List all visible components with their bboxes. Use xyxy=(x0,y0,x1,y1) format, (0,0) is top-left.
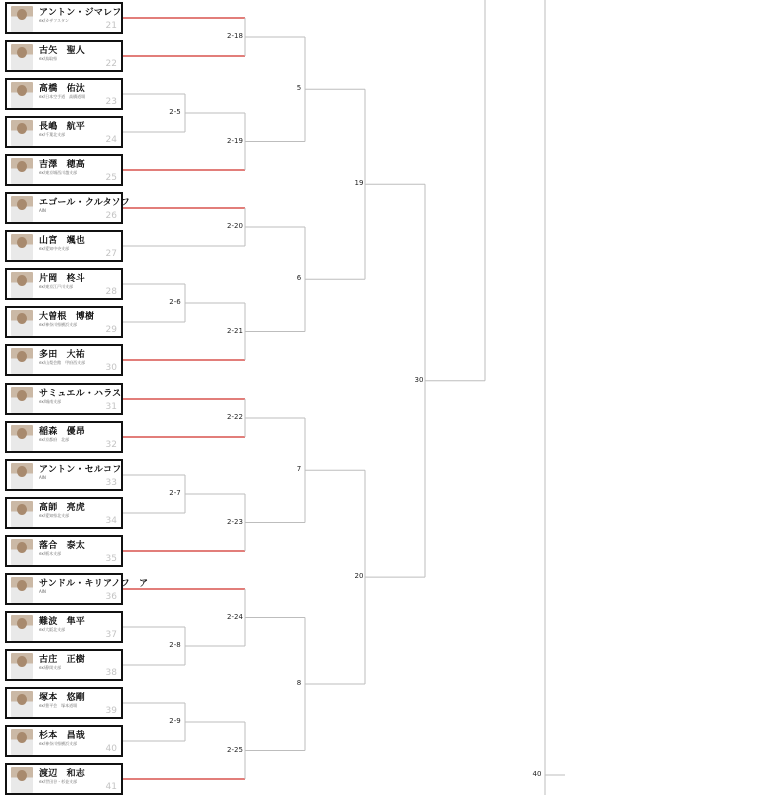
competitor-affiliation: ex/大阪北支部 xyxy=(39,627,66,632)
competitor-name: 塚本 悠剛 xyxy=(39,693,86,703)
competitor-entry[interactable] xyxy=(5,421,123,453)
competitor-seed: 27 xyxy=(105,249,117,259)
match-number: 2-18 xyxy=(227,32,243,40)
competitor-entry[interactable] xyxy=(5,459,123,491)
competitor-photo xyxy=(11,653,33,679)
competitor-photo xyxy=(11,501,33,527)
match-number: 2-20 xyxy=(227,222,243,230)
competitor-entry[interactable] xyxy=(5,611,123,643)
competitor-entry[interactable] xyxy=(5,535,123,567)
competitor-entry[interactable] xyxy=(5,687,123,719)
competitor-entry[interactable] xyxy=(5,573,149,605)
match-number: 6 xyxy=(296,274,302,283)
competitor-photo xyxy=(11,158,33,184)
competitor-seed: 24 xyxy=(105,135,117,145)
competitor-name: 多田 大祐 xyxy=(39,350,86,360)
competitor-affiliation: ex/神奈川県横浜支部 xyxy=(39,322,78,327)
competitor-seed: 25 xyxy=(105,173,117,183)
match-number: 2-25 xyxy=(227,745,243,754)
competitor-name: 山宮 颯也 xyxy=(39,236,86,246)
competitor-name: アントン・セルコフ xyxy=(39,465,122,475)
competitor-photo xyxy=(11,577,33,603)
match-number: 2-22 xyxy=(227,413,243,421)
competitor-affiliation: ex/愛知県北支部 xyxy=(39,513,70,518)
competitor-photo xyxy=(11,691,33,717)
competitor-name: 髙橋 佑汰 xyxy=(39,84,86,94)
competitor-photo xyxy=(11,234,33,260)
competitor-name: サミュエル・ハラス xyxy=(39,389,122,399)
competitor-affiliation: ex/山梨会館 甲府西支部 xyxy=(39,360,86,365)
competitor-seed: 33 xyxy=(105,478,117,488)
competitor-affiliation: ex/静岡支部 xyxy=(39,665,62,670)
competitor-affiliation: ex/千葉北支部 xyxy=(39,132,66,137)
match-number: 20 xyxy=(354,572,364,581)
competitor-photo xyxy=(11,6,33,32)
competitor-name: 難波 隼平 xyxy=(39,617,86,627)
competitor-affiliation: ex/城南支部 xyxy=(39,399,62,404)
competitor-name: 渡辺 和志 xyxy=(39,769,86,779)
match-number: 2-23 xyxy=(227,517,243,526)
competitor-affiliation: ex/京都府 北部 xyxy=(39,437,70,442)
match-number: 2-5 xyxy=(169,108,181,116)
competitor-photo xyxy=(11,348,33,374)
competitor-affiliation: ex/世田谷・杉並支部 xyxy=(39,779,78,784)
competitor-name: エゴール・クルタソフ xyxy=(39,198,130,208)
match-number: 2-7 xyxy=(169,489,181,497)
competitor-affiliation: ex/東京江戸川支部 xyxy=(39,284,74,289)
competitor-entry[interactable] xyxy=(5,763,123,795)
match-number: 8 xyxy=(296,679,302,687)
match-number: 2-9 xyxy=(169,717,181,725)
competitor-affiliation: ex/豊平会 塚本道場 xyxy=(39,703,78,708)
competitor-seed: 30 xyxy=(105,363,117,373)
competitor-photo xyxy=(11,272,33,298)
match-number: 2-6 xyxy=(169,298,181,306)
competitor-name: 吉澤 穂高 xyxy=(39,160,86,170)
match-number: 2-19 xyxy=(227,136,243,145)
competitor-affiliation: AIN xyxy=(39,475,46,480)
competitor-photo xyxy=(11,539,33,565)
competitor-entry[interactable] xyxy=(5,78,123,110)
match-number: 2-8 xyxy=(169,641,181,649)
competitor-photo xyxy=(11,310,33,336)
match-number: 5 xyxy=(296,84,302,93)
competitor-name: 稲森 優昂 xyxy=(39,427,86,437)
match-number: 30 xyxy=(414,375,424,384)
competitor-entry[interactable] xyxy=(5,268,123,300)
competitor-seed: 39 xyxy=(105,706,117,716)
competitor-affiliation: ex/カザフスタン xyxy=(39,18,69,23)
competitor-seed: 34 xyxy=(105,516,117,526)
competitor-affiliation: AIN xyxy=(39,589,46,594)
competitor-affiliation: AIN xyxy=(39,208,46,213)
competitor-seed: 31 xyxy=(105,402,117,412)
competitor-photo xyxy=(11,44,33,70)
competitor-name: 古矢 聖人 xyxy=(39,46,86,56)
competitor-seed: 28 xyxy=(105,287,117,297)
competitor-entry[interactable] xyxy=(5,383,123,415)
competitor-affiliation: ex/鳥取県 xyxy=(39,56,58,61)
competitor-entry[interactable] xyxy=(5,154,123,186)
competitor-photo xyxy=(11,82,33,108)
competitor-affiliation: ex/神奈川県横浜支部 xyxy=(39,741,78,746)
competitor-seed: 36 xyxy=(105,592,117,602)
competitor-entry[interactable] xyxy=(5,725,123,757)
competitor-entry[interactable] xyxy=(5,497,123,529)
competitor-seed: 23 xyxy=(105,97,117,107)
competitor-seed: 35 xyxy=(105,554,117,564)
competitor-seed: 26 xyxy=(105,211,117,221)
competitor-name: 片岡 柊斗 xyxy=(39,274,86,284)
competitor-affiliation: ex/日本空手道 高橋道場 xyxy=(39,94,86,99)
match-number: 2-24 xyxy=(227,612,243,621)
competitor-name: 杉本 昌哉 xyxy=(39,731,86,741)
match-number: 19 xyxy=(354,179,364,188)
competitor-affiliation: ex/栃木支部 xyxy=(39,551,62,556)
competitor-entry[interactable] xyxy=(5,116,123,148)
match-number: 40 xyxy=(532,770,542,778)
competitor-entry[interactable] xyxy=(5,344,123,376)
competitor-entry[interactable] xyxy=(5,192,130,224)
competitor-name: アントン・ジマレフ xyxy=(39,8,122,18)
competitor-photo xyxy=(11,425,33,451)
competitor-entry[interactable] xyxy=(5,2,123,34)
competitor-name: 落合 泰太 xyxy=(39,541,86,551)
competitor-photo xyxy=(11,387,33,413)
competitor-name: サンドル・キリアノフ ア xyxy=(39,579,149,589)
competitor-entry[interactable] xyxy=(5,649,123,681)
match-number: 2-21 xyxy=(227,326,243,335)
competitor-seed: 38 xyxy=(105,668,117,678)
match-number: 7 xyxy=(296,465,302,474)
competitor-seed: 32 xyxy=(105,440,117,450)
competitor-photo xyxy=(11,463,33,489)
competitor-seed: 22 xyxy=(105,59,117,69)
competitor-name: 長嶋 航平 xyxy=(39,122,86,132)
competitor-photo xyxy=(11,729,33,755)
competitor-photo xyxy=(11,196,33,222)
competitor-photo xyxy=(11,767,33,793)
competitor-seed: 21 xyxy=(105,21,117,31)
competitor-seed: 40 xyxy=(105,744,117,754)
competitor-name: 髙師 亮虎 xyxy=(39,503,86,513)
competitor-seed: 37 xyxy=(105,630,117,640)
competitor-photo xyxy=(11,615,33,641)
competitor-entry[interactable] xyxy=(5,306,123,338)
competitor-photo xyxy=(11,120,33,146)
competitor-seed: 41 xyxy=(105,782,117,792)
competitor-affiliation: ex/愛知中央支部 xyxy=(39,246,70,251)
competitor-name: 古庄 正樹 xyxy=(39,655,86,665)
competitor-entry[interactable] xyxy=(5,230,123,262)
competitor-seed: 29 xyxy=(105,325,117,335)
competitor-name: 大曽根 博樹 xyxy=(39,312,95,322)
competitor-entry[interactable] xyxy=(5,40,123,72)
competitor-affiliation: ex/東京城西川越支部 xyxy=(39,170,78,175)
